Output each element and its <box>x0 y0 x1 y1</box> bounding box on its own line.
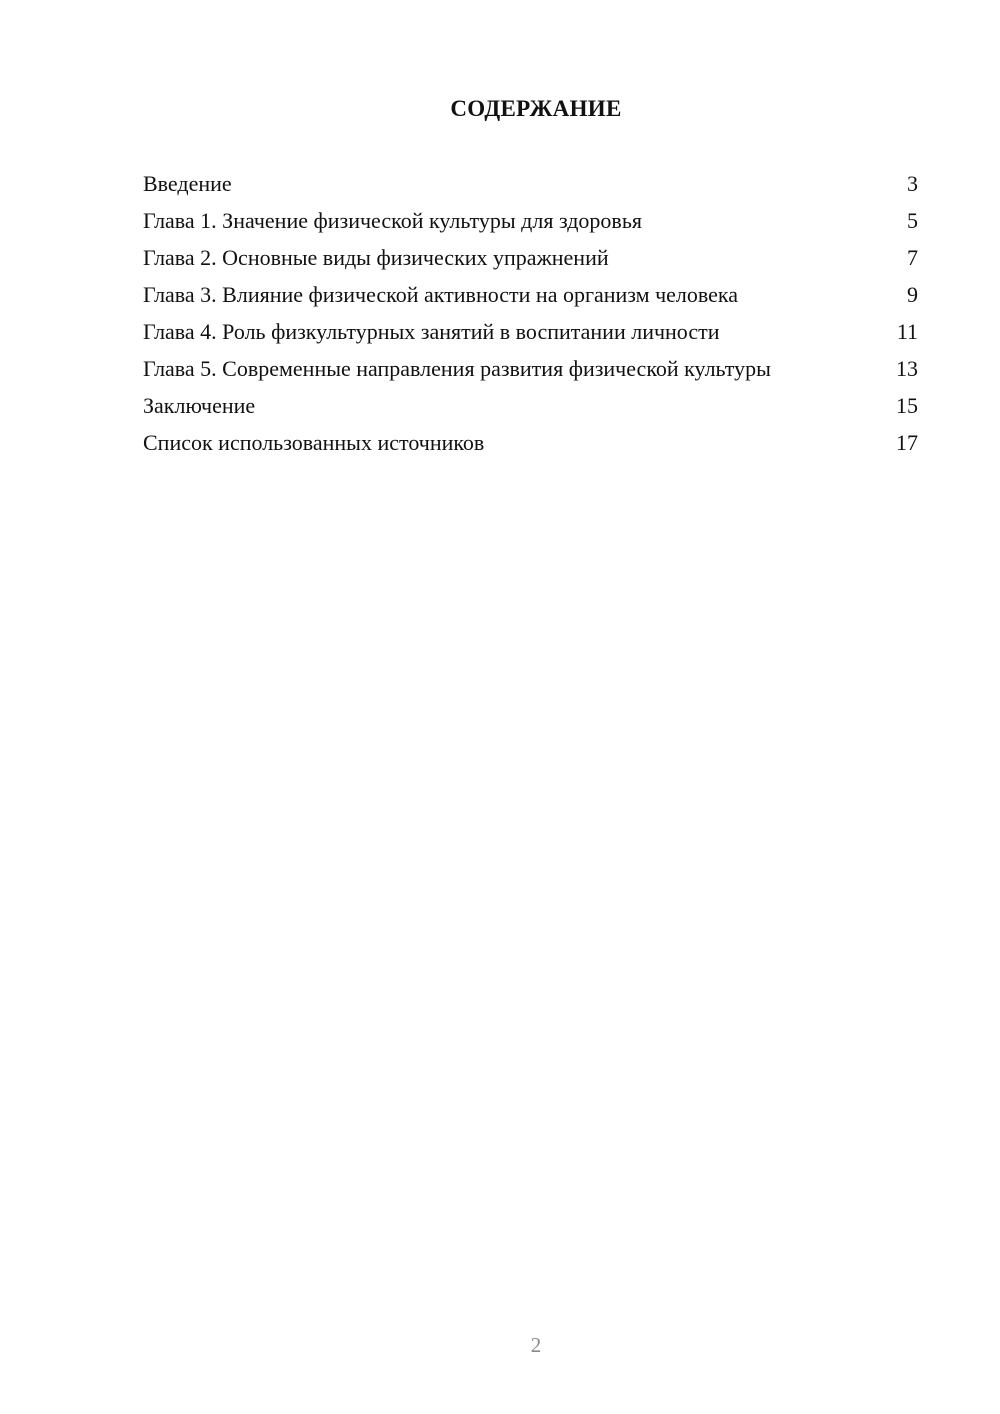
toc-item-label: Глава 4. Роль физкультурных занятий в воспитании личности <box>143 319 720 344</box>
toc-item-label: Глава 2. Основные виды физических упражнений <box>143 245 609 270</box>
toc-item <box>143 281 918 308</box>
toc-item-page: 15 <box>896 393 918 418</box>
toc-item-page: 13 <box>896 356 918 381</box>
table-of-contents <box>143 170 918 466</box>
toc-item <box>143 318 918 345</box>
toc-item <box>143 392 918 419</box>
toc-item <box>143 170 918 197</box>
toc-item <box>143 207 918 234</box>
toc-item-label: Глава 3. Влияние физической активности на организм человека <box>143 282 739 307</box>
toc-item-label: Введение <box>143 171 232 196</box>
toc-item-page: 3 <box>907 171 918 196</box>
page-number: 2 <box>530 1333 542 1357</box>
toc-item-page: 17 <box>896 430 918 455</box>
toc-item-label: Глава 1. Значение физической культуры для здоровья <box>143 208 642 233</box>
page-title: СОДЕРЖАНИЕ <box>450 96 622 121</box>
toc-item <box>143 355 918 382</box>
toc-item-page: 9 <box>907 282 918 307</box>
toc-item-page: 7 <box>907 245 918 270</box>
toc-item-label: Глава 5. Современные направления развития физической культуры <box>143 356 771 381</box>
toc-item <box>143 244 918 271</box>
toc-item-page: 11 <box>896 319 918 344</box>
toc-item-label: Заключение <box>143 393 256 418</box>
toc-item <box>143 429 918 456</box>
toc-item-page: 5 <box>907 208 918 233</box>
toc-item-label: Список использованных источников <box>143 430 485 455</box>
